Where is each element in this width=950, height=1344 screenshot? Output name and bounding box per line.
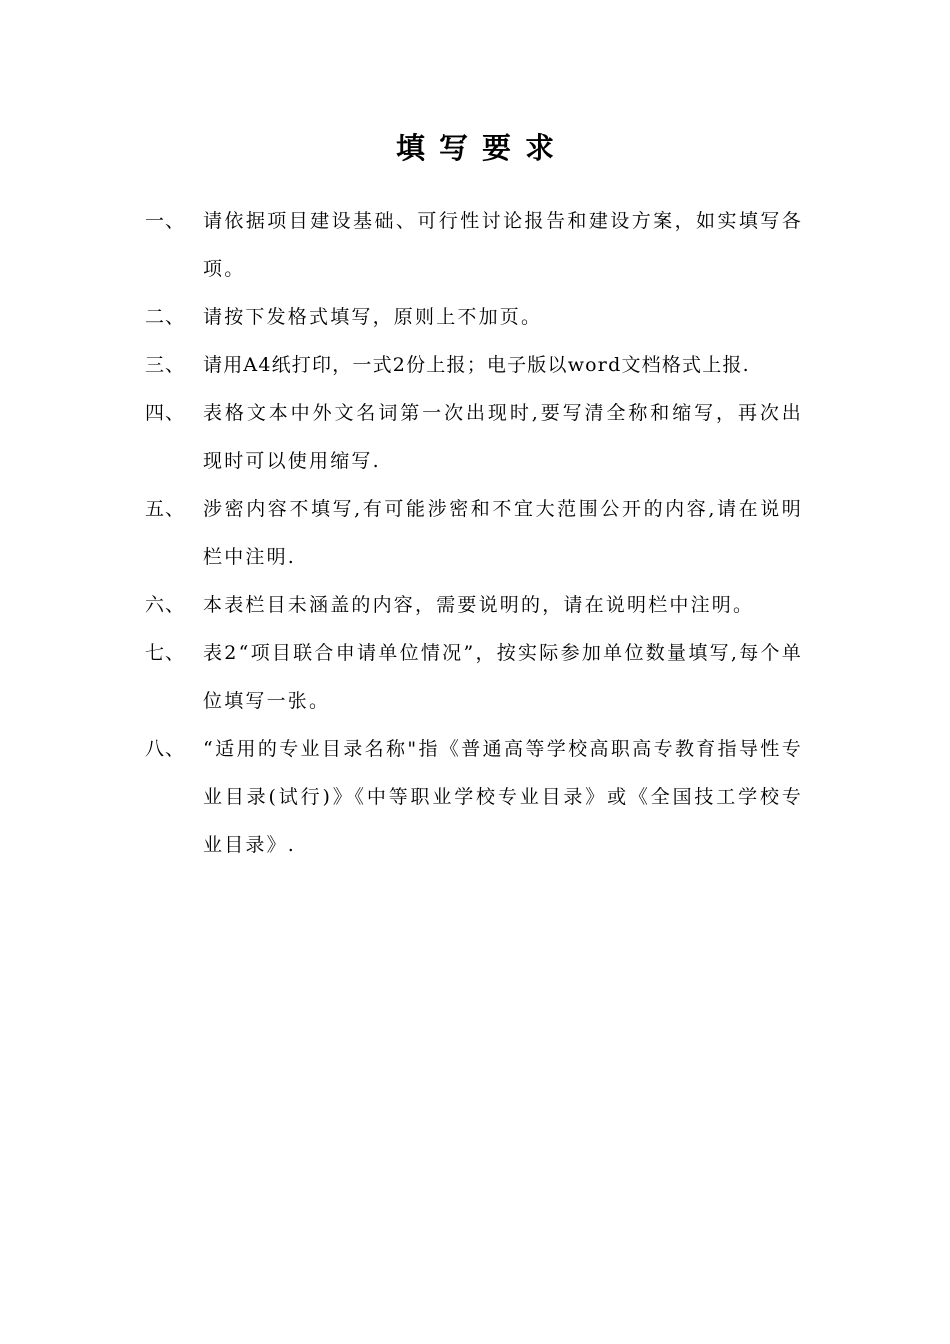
item-number: 二、 xyxy=(145,306,186,328)
item-number: 三、 xyxy=(145,354,186,376)
item-text: 请依据项目建设基础、可行性讨论报告和建设方案，如实填写各项。 xyxy=(203,210,803,280)
list-item xyxy=(0,629,950,725)
item-text: 涉密内容不填写,有可能涉密和不宜大范围公开的内容,请在说明栏中注明. xyxy=(203,498,803,568)
item-text: 本表栏目未涵盖的内容，需要说明的，请在说明栏中注明。 xyxy=(203,594,755,616)
list-item xyxy=(0,389,950,485)
item-number: 一、 xyxy=(145,210,186,232)
item-number: 七、 xyxy=(145,642,186,664)
list-item xyxy=(0,197,950,293)
page-title: 填写要求 xyxy=(395,131,568,165)
list-item xyxy=(0,725,950,869)
item-text: 请用A4纸打印，一式2份上报；电子版以word文档格式上报. xyxy=(203,354,750,376)
item-number: 八、 xyxy=(145,738,186,760)
requirements-list xyxy=(0,197,950,869)
item-text: “适用的专业目录名称"指《普通高等学校高职高专教育指导性专业目录(试行)》《中等职业学校专业目录》或《全国技工学校专业目录》. xyxy=(203,738,803,856)
item-number: 六、 xyxy=(145,594,186,616)
item-text: 请按下发格式填写，原则上不加页。 xyxy=(203,306,543,328)
list-item xyxy=(0,581,950,629)
item-text: 表2“项目联合申请单位情况”，按实际参加单位数量填写,每个单位填写一张。 xyxy=(203,642,803,712)
list-item xyxy=(0,485,950,581)
item-number: 五、 xyxy=(145,498,186,520)
list-item xyxy=(0,293,950,341)
item-number: 四、 xyxy=(145,402,186,424)
list-item xyxy=(0,341,950,389)
item-text: 表格文本中外文名词第一次出现时,要写清全称和缩写，再次出现时可以使用缩写. xyxy=(203,402,803,472)
